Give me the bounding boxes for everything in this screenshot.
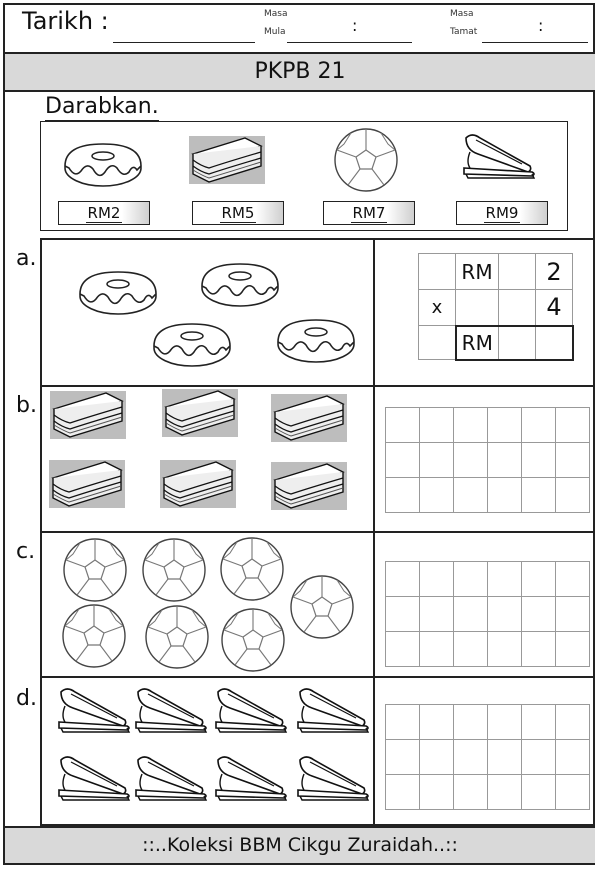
tarikh-label: Tarikh : (22, 7, 109, 35)
page-title: PKPB 21 (5, 52, 595, 92)
stapler-icon (172, 714, 173, 715)
sandwich-icon (200, 413, 201, 414)
stapler-icon (252, 782, 253, 783)
masa-tamat-label-top: Masa (450, 9, 474, 19)
question-b-answer-grid[interactable] (385, 407, 590, 513)
grid-value-2: 4 (536, 290, 573, 326)
stapler-icon (500, 160, 501, 161)
donut-icon (240, 280, 241, 281)
grid-times-sign: x (419, 290, 456, 326)
question-b-letter: b. (16, 393, 37, 418)
masa-tamat-field-line[interactable] (482, 42, 588, 43)
donut-icon (118, 288, 119, 289)
soccer-ball-icon (253, 640, 254, 641)
grid-value-1: 2 (536, 254, 573, 290)
sandwich-icon (309, 418, 310, 419)
soccer-ball-icon (366, 160, 367, 161)
masa-mula-colon: : (352, 16, 358, 35)
stapler-icon (334, 714, 335, 715)
grid-rm-1: RM (456, 254, 499, 290)
sandwich-icon (198, 484, 199, 485)
soccer-ball-icon (322, 607, 323, 608)
masa-mula-label-top: Masa (264, 9, 288, 19)
price-tag-sandwich: RM5 (192, 201, 284, 225)
soccer-ball-icon (252, 569, 253, 570)
price-tag-stapler: RM9 (456, 201, 548, 225)
soccer-ball-icon (177, 637, 178, 638)
instruction-text: Darabkan. (45, 94, 159, 119)
question-a-letter: a. (16, 246, 37, 271)
masa-tamat-colon: : (538, 16, 544, 35)
question-d-letter: d. (16, 686, 37, 711)
soccer-ball-icon (94, 636, 95, 637)
question-a-answer-grid (418, 253, 574, 361)
donut-icon (316, 336, 317, 337)
stapler-icon (95, 714, 96, 715)
stapler-icon (95, 782, 96, 783)
answer-column-divider (373, 238, 375, 826)
footer-credit: ::..Koleksi BBM Cikgu Zuraidah..:: (5, 826, 595, 865)
sandwich-icon (309, 486, 310, 487)
sandwich-icon (88, 415, 89, 416)
sandwich-icon (87, 484, 88, 485)
grid-rm-answer: RM (456, 326, 499, 360)
donut-icon (192, 340, 193, 341)
question-c-letter: c. (16, 539, 36, 564)
stapler-icon (172, 782, 173, 783)
soccer-ball-icon (95, 570, 96, 571)
donut-icon (103, 160, 104, 161)
grid-answer-cell[interactable] (499, 326, 536, 360)
masa-tamat-label-bottom: Tamat (450, 27, 478, 37)
soccer-ball-icon (174, 570, 175, 571)
masa-mula-label-bottom: Mula (264, 27, 286, 37)
tarikh-field-line[interactable] (113, 42, 255, 43)
sandwich-icon (227, 160, 228, 161)
masa-mula-field-line[interactable] (287, 42, 412, 43)
question-c-answer-grid[interactable] (385, 561, 590, 667)
grid-answer-cell[interactable] (536, 326, 573, 360)
price-tag-ball: RM7 (323, 201, 415, 225)
stapler-icon (252, 714, 253, 715)
question-d-answer-grid[interactable] (385, 704, 590, 810)
stapler-icon (334, 782, 335, 783)
price-tag-donut: RM2 (58, 201, 150, 225)
